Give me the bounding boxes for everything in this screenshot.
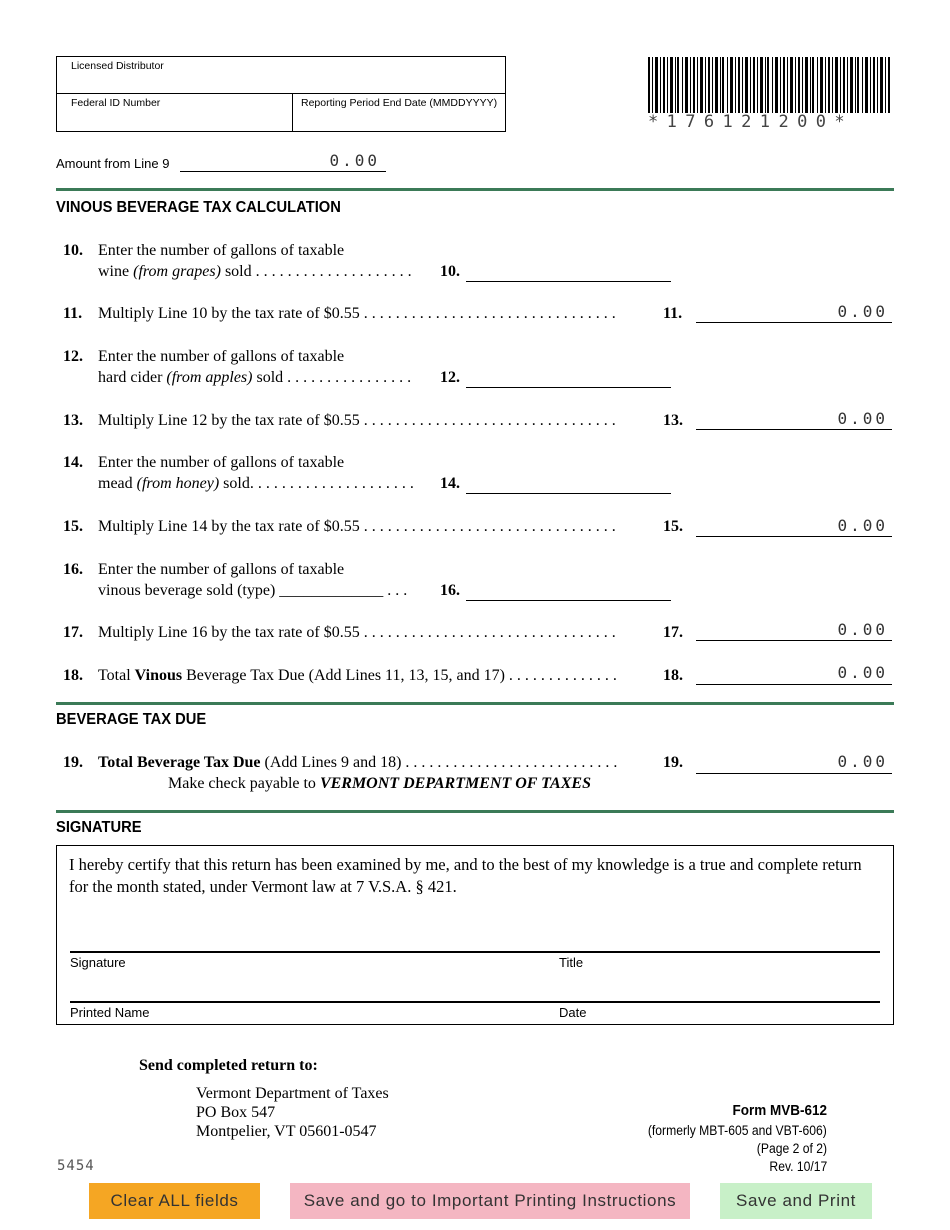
line-ref: 10. (440, 263, 460, 280)
reporting-period-label: Reporting Period End Date (MMDDYYYY) (301, 97, 498, 109)
line-number: 10. (63, 242, 83, 259)
line-text: Enter the number of gallons of taxable (98, 242, 345, 259)
line-number: 12. (63, 348, 83, 365)
line-11-underline (696, 322, 892, 323)
line-text: Enter the number of gallons of taxable (98, 561, 345, 578)
line-ref: 18. (663, 667, 683, 684)
form-formerly: (formerly MBT-605 and VBT-606) (648, 1123, 827, 1138)
federal-id-label: Federal ID Number (71, 97, 161, 109)
line-number: 13. (63, 412, 83, 429)
line-text: hard cider (from apples) sold . . . . . . . . . . . . . . . . (98, 369, 412, 386)
address-line: Montpelier, VT 05601-0547 (196, 1123, 377, 1140)
line-number: 16. (63, 561, 83, 578)
line-ref: 15. (663, 518, 683, 535)
payable-note: Make check payable to VERMONT DEPARTMENT OF TAXES (168, 775, 591, 792)
line-15-underline (696, 536, 892, 537)
line-14-input[interactable] (466, 493, 671, 494)
line-17-underline (696, 640, 892, 641)
line-text: Multiply Line 12 by the tax rate of $0.55 . . . . . . . . . . . . . . . . . . . . . . . . . . . . . . . . (98, 412, 616, 429)
line-13-underline (696, 429, 892, 430)
line-number: 14. (63, 454, 83, 471)
line-ref: 12. (440, 369, 460, 386)
line-ref: 17. (663, 624, 683, 641)
line-text: mead (from honey) sold. . . . . . . . . . . . . . . . . . . . . (98, 475, 414, 492)
date-label: Date (559, 1005, 587, 1020)
line-19-underline (696, 773, 892, 774)
section-title-vinous: VINOUS BEVERAGE TAX CALCULATION (56, 199, 341, 216)
certify-text: I hereby certify that this return has been examined by me, and to the best of my knowledge is a true and complete return for the month stated, under Vermont law at 7 V.S.A. § 421. (69, 855, 862, 896)
form-rev: Rev. 10/17 (769, 1159, 827, 1174)
line-19-value[interactable]: 0.00 (837, 752, 888, 771)
line-ref: 14. (440, 475, 460, 492)
line-text: Enter the number of gallons of taxable (98, 348, 345, 365)
save-print-button[interactable]: Save and Print (720, 1183, 872, 1219)
form-code: 5454 (57, 1158, 95, 1174)
clear-all-button[interactable]: Clear ALL fields (89, 1183, 260, 1219)
line-10-input[interactable] (466, 281, 671, 282)
licensed-distributor-label: Licensed Distributor (71, 60, 164, 72)
section-title-signature: SIGNATURE (56, 819, 142, 836)
line-text: Multiply Line 14 by the tax rate of $0.55 . . . . . . . . . . . . . . . . . . . . . . . . . . . . . . . . (98, 518, 616, 535)
line-text: vinous beverage sold (type) _____________ . . . (98, 582, 408, 599)
line-number: 15. (63, 518, 83, 535)
printed-name-line[interactable] (70, 1001, 880, 1003)
address-line: Vermont Department of Taxes (196, 1085, 389, 1102)
signature-box (56, 845, 894, 1025)
line-text: Multiply Line 10 by the tax rate of $0.55 . . . . . . . . . . . . . . . . . . . . . . . . . . . . . . . . (98, 305, 616, 322)
line-11-value[interactable]: 0.00 (837, 302, 888, 321)
line-15-value[interactable]: 0.00 (837, 516, 888, 535)
line-text: Multiply Line 16 by the tax rate of $0.55 . . . . . . . . . . . . . . . . . . . . . . . . . . . . . . . . (98, 624, 616, 641)
line-ref: 19. (663, 754, 683, 771)
form-name: Form MVB-612 (732, 1102, 827, 1119)
amount-line9-underline (180, 171, 386, 172)
line-text: Total Beverage Tax Due (Add Lines 9 and 18) . . . . . . . . . . . . . . . . . . . . . . . . . . . (98, 754, 618, 771)
save-instructions-button[interactable]: Save and go to Important Printing Instructions (290, 1183, 690, 1219)
licensed-distributor-field[interactable] (57, 57, 505, 94)
reporting-period-field[interactable] (293, 94, 505, 131)
line-16-input[interactable] (466, 600, 671, 601)
line-text: wine (from grapes) sold . . . . . . . . . . . . . . . . . . . . (98, 263, 412, 280)
line-number: 17. (63, 624, 83, 641)
section-rule (56, 810, 894, 813)
signature-line[interactable] (70, 951, 880, 953)
header-box (56, 56, 506, 132)
barcode-number: *176121200* (648, 112, 853, 132)
line-text: Enter the number of gallons of taxable (98, 454, 345, 471)
title-label: Title (559, 955, 584, 970)
line-ref: 16. (440, 582, 460, 599)
line-number: 18. (63, 667, 83, 684)
form-page: (Page 2 of 2) (756, 1141, 827, 1156)
line-text: Total Vinous Beverage Tax Due (Add Lines 11, 13, 15, and 17) . . . . . . . . . . . . . . (98, 667, 617, 684)
section-rule (56, 702, 894, 705)
line-number: 11. (63, 305, 83, 322)
address-line: PO Box 547 (196, 1104, 276, 1121)
section-title-beverage-due: BEVERAGE TAX DUE (56, 711, 207, 728)
line-17-value[interactable]: 0.00 (837, 620, 888, 639)
line-18-underline (696, 684, 892, 685)
barcode-graphic (648, 57, 892, 113)
line-ref: 13. (663, 412, 683, 429)
amount-line9-value[interactable]: 0.00 (329, 151, 380, 170)
line-number: 19. (63, 754, 83, 771)
line-18-value[interactable]: 0.00 (837, 663, 888, 682)
amount-line9-label: Amount from Line 9 (56, 156, 170, 171)
line-12-input[interactable] (466, 387, 671, 388)
line-ref: 11. (663, 305, 683, 322)
line-13-value[interactable]: 0.00 (837, 409, 888, 428)
section-rule (56, 188, 894, 191)
federal-id-field[interactable] (57, 94, 292, 131)
signature-label: Signature (70, 955, 126, 970)
send-to-heading: Send completed return to: (139, 1057, 318, 1074)
printed-name-label: Printed Name (70, 1005, 150, 1020)
